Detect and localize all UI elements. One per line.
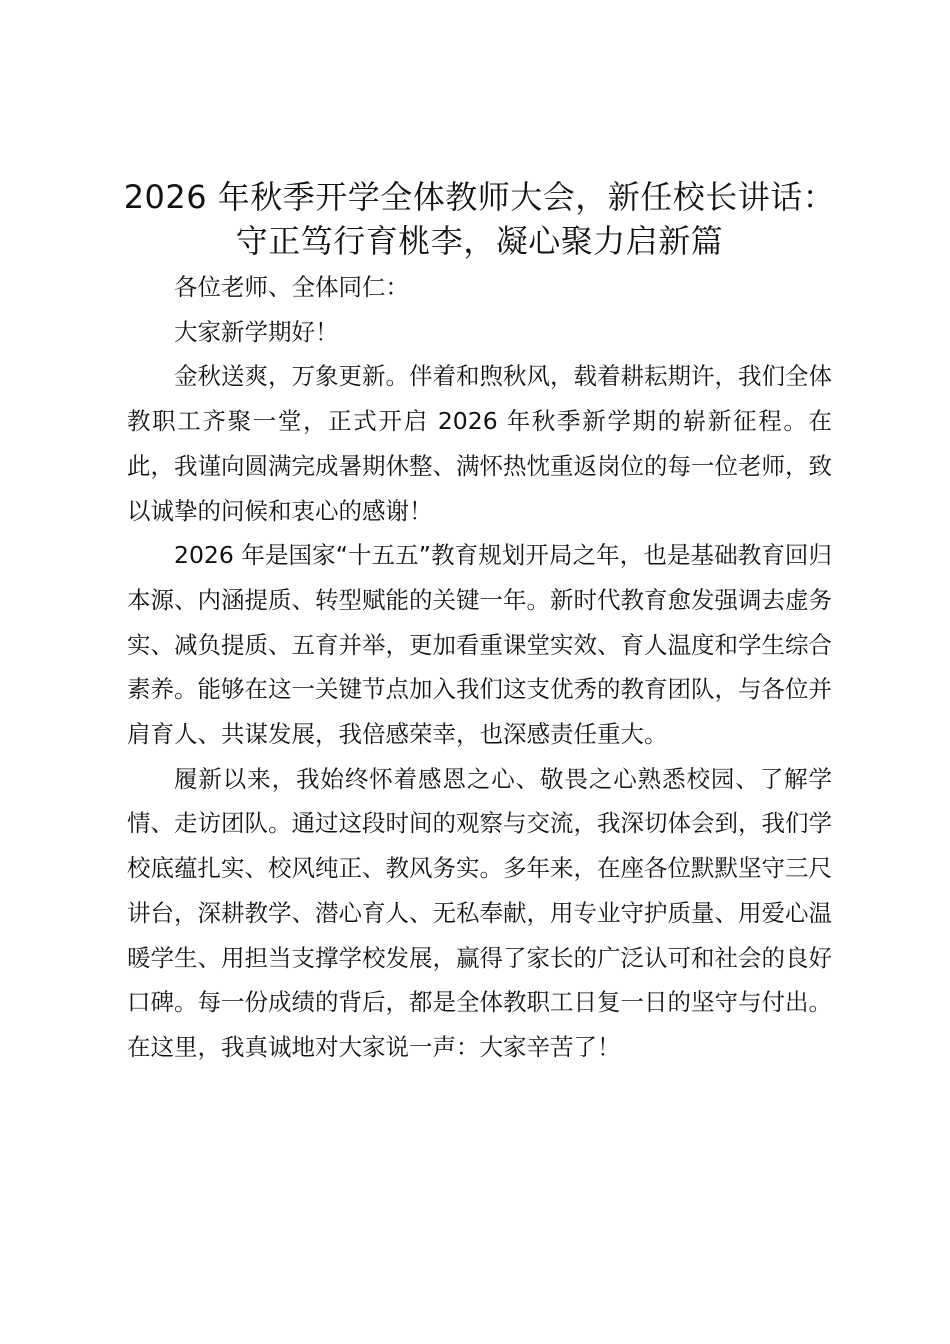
document-title: 2026 年秋季开学全体教师大会，新任校长讲话：守正笃行育桃李，凝心聚力启新篇 [123, 178, 836, 260]
paragraph-greeting: 大家新学期好！ [174, 317, 339, 346]
paragraph-gratitude: 履新以来，我始终怀着感恩之心、敬畏之心熟悉校园、了解学情、走访团队。通过这段时间的观察与交流，我深切体会到，我们学校底蕴扎实、校风纯正、教风务实。多年来，在座各位默默坚守三尺讲台，深耕教学、潜心育人、无私奉献，用专业守护质量、用爱心温暖学生、用担当支撑学校发展，赢得了家长的广泛认可和社会的良好口碑。每一份成绩的背后，都是全体教职工日复一日的坚守与付出。在这里，我真诚地对大家说一声：大家辛苦了！ [127, 764, 832, 1061]
document-body [127, 265, 832, 1070]
paragraph-opening: 金秋送爽，万象更新。伴着和煦秋风，载着耕耘期许，我们全体教职工齐聚一堂，正式开启 2026 年秋季新学期的崭新征程。在此，我谨向圆满完成暑期休整、满怀热忱重返岗位的每一位老师，致以诚挚的问候和衷心的感谢！ [127, 362, 832, 525]
paragraph-salutation: 各位老师、全体同仁： [174, 273, 409, 301]
document-page [123, 175, 836, 1070]
paragraph-context: 2026 年是国家“十五五”教育规划开局之年，也是基础教育回归本源、内涵提质、转型赋能的关键一年。新时代教育愈发强调去虚务实、减负提质、五育并举，更加看重课堂实效、育人温度和学生综合素养。能够在这一关键节点加入我们这支优秀的教育团队，与各位并肩育人、共谋发展，我倍感荣幸，也深感责任重大。 [127, 541, 832, 749]
